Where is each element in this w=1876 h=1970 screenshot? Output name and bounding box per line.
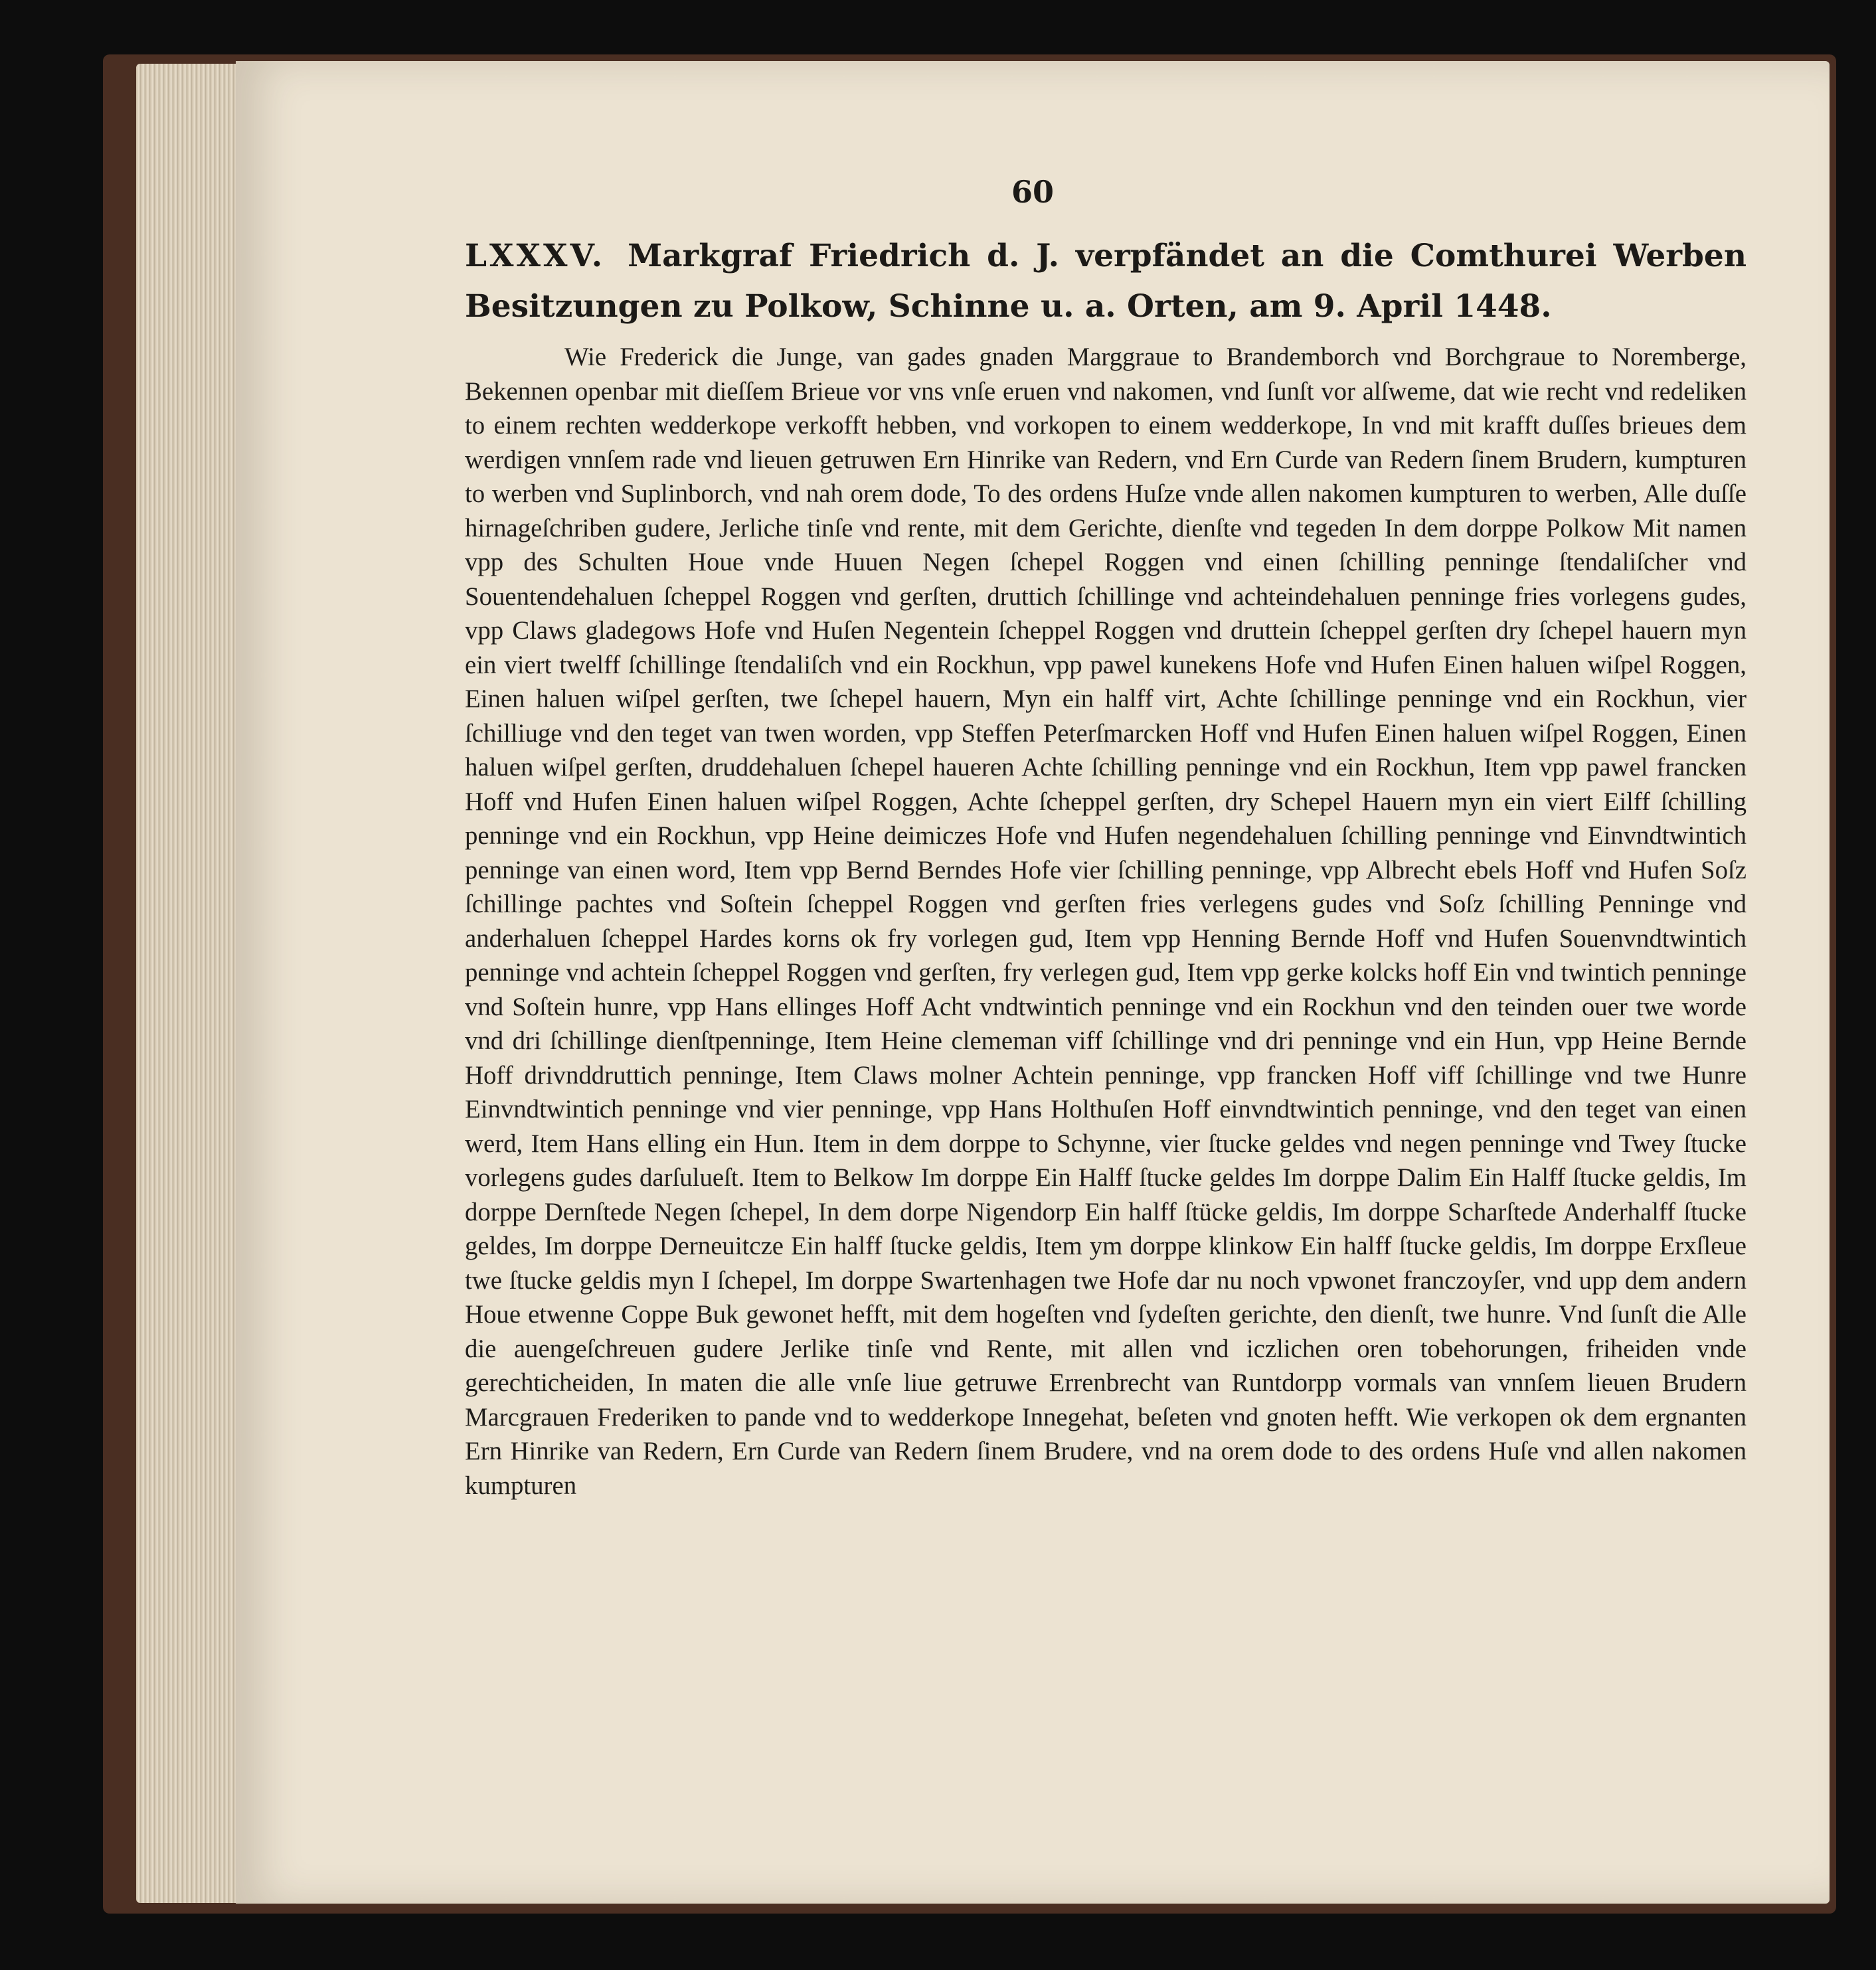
body-paragraph: Wie Frederick die Junge, van gades gnaden Marggraue to Brandemborch vnd Borchgraue to Noremberge, Bekennen openbar mit dieſſem Brieue vor vns vnſe eruen vnd nakomen, vnd ſunſt vor alſweme, dat wie recht vnd redeliken to einem rechten wedderkope verkofft hebben, vnd vorkopen to einem wedderkope, In vnd mit krafft duſſes brieues dem werdigen vnnſem rade vnd lieuen getruwen Ern Hinrike van Redern, vnd Ern Curde van Redern ſinem Brudern, kumpturen to werben vnd Suplinborch, vnd nah orem dode, To des ordens Huſze vnde allen nakomen kumpturen to werben, Alle duſſe hirnageſchriben gudere, Jerliche tinſe vnd rente, mit dem Gerichte, dienſte vnd tegeden In dem dorppe Polkow Mit namen vpp des Schulten Houe vnde Huuen Negen ſchepel Roggen vnd einen ſchilling penninge ſtendaliſcher vnd Souentendehaluen ſcheppel Roggen vnd gerſten, druttich ſchillinge vnd achteindehaluen penninge fries vorlegens gudes, vpp Claws gladegows Hofe vnd Huſen Negentein ſcheppel Roggen vnd druttein ſcheppel gerſten dry ſchepel hauern myn ein viert twelff ſchillinge ſtendaliſch vnd ein Rockhun, vpp pawel kunekens Hofe vnd Hufen Einen haluen wiſpel Roggen, Einen haluen wiſpel gerſten, twe ſchepel hauern, Myn ein halff virt, Achte ſchillinge penninge vnd ein Rockhun, vier ſchilliuge vnd den teget van twen worden, vpp Steffen Peterſmarcken Hoff vnd Hufen Einen haluen wiſpel Roggen, Einen haluen wiſpel gerſten, druddehaluen ſchepel haueren Achte ſchilling penninge vnd ein Rockhun, Item vpp pawel francken Hoff vnd Hufen Einen haluen wiſpel Roggen, Achte ſcheppel gerſten, dry Schepel Hauern myn ein viert Eilff ſchilling penninge vnd ein Rockhun, vpp Heine deimiczes Hofe vnd Hufen negendehaluen ſchilling penninge vnd Einvndtwintich penninge van einen word, Item vpp Bernd Berndes Hofe vier ſchilling penninge, vpp Albrecht ebels Hoff vnd Hufen Soſz ſchillinge pachtes vnd Soſtein ſcheppel Roggen vnd gerſten fries verlegens gudes vnd Soſz ſchilling Penninge vnd anderhaluen ſcheppel Hardes korns ok fry vorlegen gud, Item vpp Henning Bernde Hoff vnd Hufen Souenvndtwintich penninge vnd achtein ſcheppel Roggen vnd gerſten, fry verlegen gud, Item vpp gerke kolcks hoff Ein vnd twintich penninge vnd Soſtein hunre, vpp Hans ellinges Hoff Acht vndtwintich penninge vnd ein Rockhun vnd den teinden ouer twe worde vnd dri ſchillinge dienſtpenninge, Item Heine clememan viff ſchillinge vnd dri penninge vnd ein Hun, vpp Heine Bernde Hoff drivnddruttich penninge, Item Claws molner Achtein penninge, vpp francken Hoff viff ſchillinge vnd twe Hunre Einvndtwintich penninge vnd vier penninge, vpp Hans Holthuſen Hoff einvndtwintich penninge, vnd den teget van einen werd, Item Hans elling ein Hun. Item in dem dorppe to Schynne, vier ſtucke geldes vnd negen penninge vnd Twey ſtucke vorlegens gudes darſulueſt. Item to Belkow Im dorppe Ein Halff ſtucke geldes Im dorppe Dalim Ein Halff ſtucke geldis, Im dorppe Dernſtede Negen ſchepel, In dem dorpe Nigendorp Ein halff ſtücke geldis, Im dorppe Scharſtede Anderhalff ſtucke geldes, Im dorppe Derneuitcze Ein halff ſtucke geldis, Item ym dorppe klinkow Ein halff ſtucke geldis, Im dorppe Erxſleue twe ſtucke geldis myn I ſchepel, Im dorppe Swartenhagen twe Hofe dar nu noch vpwonet franczoyſer, vnd upp dem andern Houe etwenne Coppe Buk gewonet hefft, mit dem hogeſten vnd ſydeſten gerichte, den dienſt, twe hunre. Vnd ſunſt die Alle die auengeſchreuen gudere Jerlike tinſe vnd Rente, mit allen vnd iczlichen oren tobehorungen, friheiden vnde gerechticheiden, In maten die alle vnſe liue getruwe Errenbrecht van Runtdorpp vormals van vnnſem lieuen Brudern Marcgrauen Frederiken to pande vnd to wedderkope Innegehat, beſeten vnd gnoten hefft. Wie verkopen ok dem ergnanten Ern Hinrike van Redern, Ern Curde van Redern ſinem Brudere, vnd na orem dode to des ordens Huſe vnd allen nakomen kumpturen (465, 343, 1747, 1500)
book-page (236, 61, 1830, 1904)
heading-text: Markgraf Friedrich d. J. verpfändet an die Comthurei Werben Besitzungen zu Polkow, Schinne u. a. Orten, am 9. April 1448. (465, 238, 1747, 325)
document-body (465, 340, 1747, 1503)
document-heading (465, 231, 1747, 332)
heading-number: LXXXV. (465, 238, 606, 274)
page-number: 60 (1011, 174, 1054, 210)
